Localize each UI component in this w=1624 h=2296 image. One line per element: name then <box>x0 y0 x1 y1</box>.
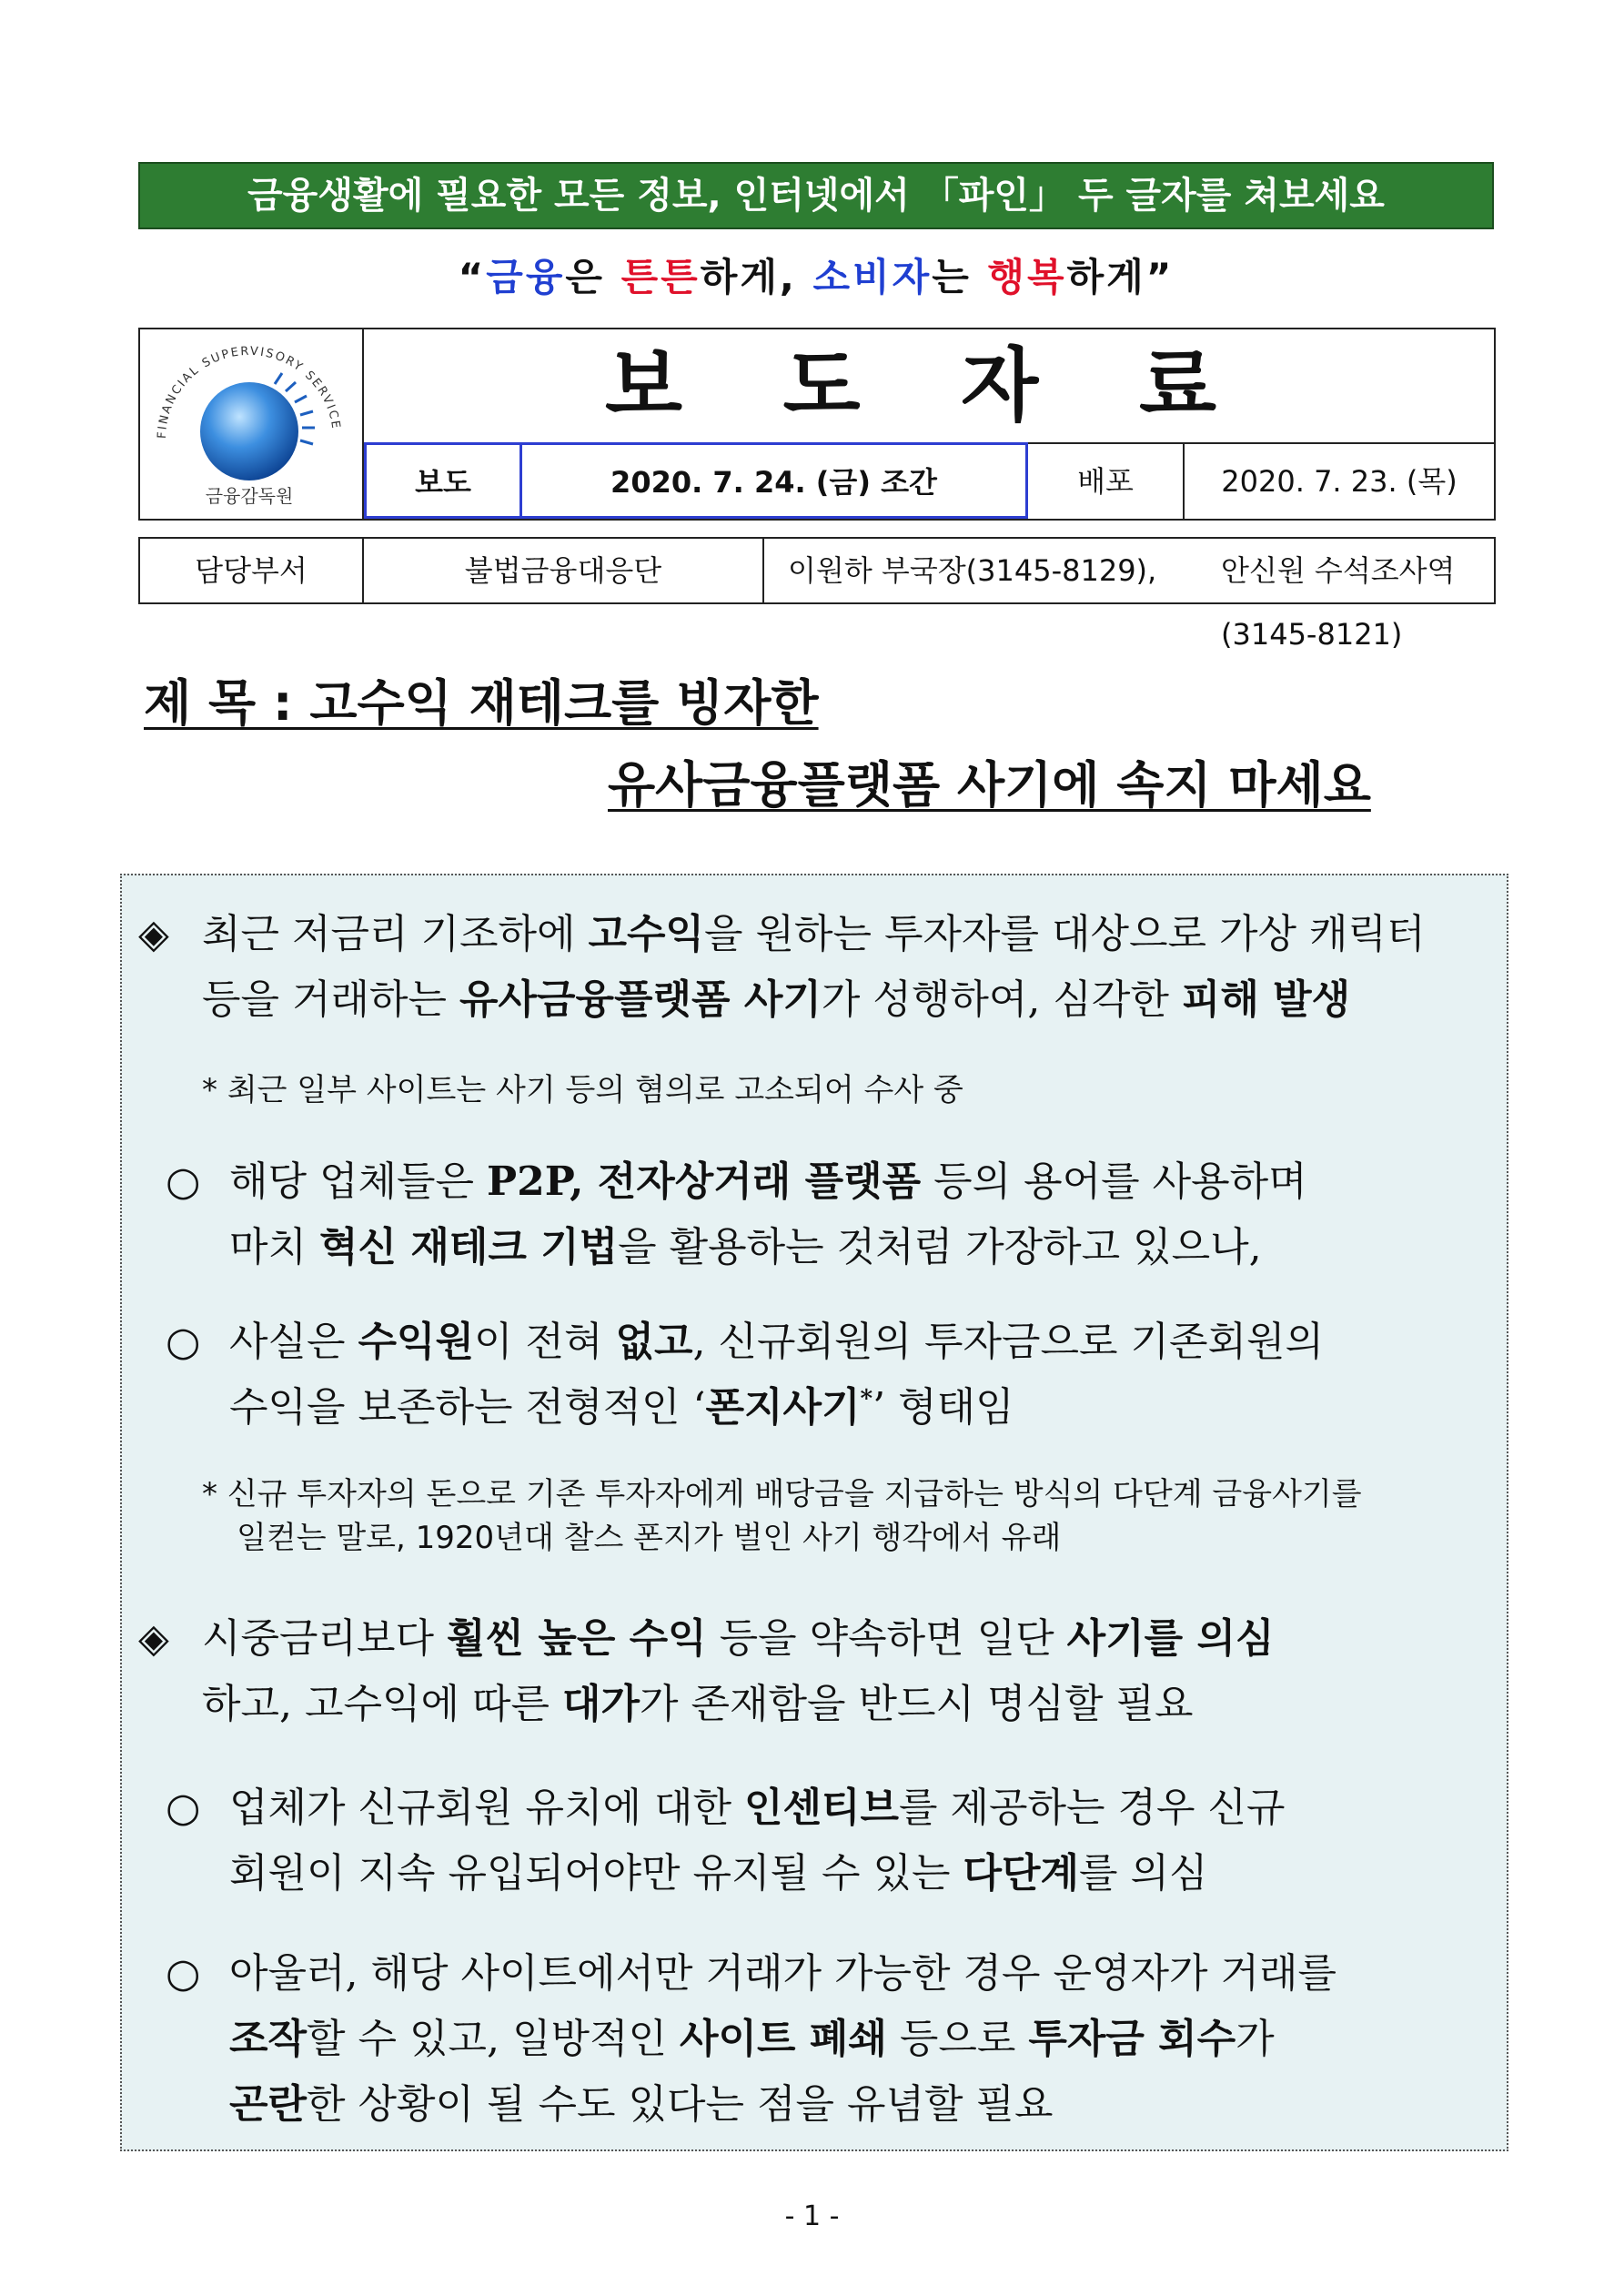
footnote: * 신규 투자자의 돈으로 기존 투자자에게 배당금을 지급하는 방식의 다단계 금융사기를 <box>202 1476 1362 1512</box>
dept-label: 담당부서 <box>140 539 364 602</box>
distribute-label: 배포 <box>1028 442 1185 519</box>
slogan-part: 는 <box>932 255 988 299</box>
subject-line-2: 유사금융플랫폼 사기에 속지 마세요 <box>608 756 1371 814</box>
summary-line: 마치 혁신 재테크 기법을 활용하는 것처럼 가장하고 있으나, <box>229 1224 1262 1270</box>
summary-line: ○ 아울러, 해당 사이트에서만 거래가 가능한 경우 운영자가 거래를 <box>166 1950 1337 1997</box>
slogan-part: 소비자 <box>812 255 933 299</box>
summary-line: 회원이 지속 유입되어야만 유지될 수 있는 다단계를 의심 <box>229 1850 1208 1896</box>
fss-logo <box>140 329 360 515</box>
release-label: 보도 <box>364 442 522 519</box>
footnote-star: * <box>202 1072 217 1108</box>
logo-cell <box>140 329 364 519</box>
slogan <box>138 248 1494 302</box>
summary-line: 곤란한 상황이 될 수도 있다는 점을 유념할 필요 <box>229 2081 1054 2128</box>
circle-bullet-icon: ○ <box>166 1950 201 1997</box>
diamond-bullet-icon: ◈ <box>138 1615 169 1662</box>
slogan-part: 금융 <box>486 255 566 299</box>
logo-name: 금융감독원 <box>205 485 294 507</box>
slogan-part: 하게, <box>700 255 813 299</box>
circle-bullet-icon: ○ <box>166 1158 201 1205</box>
release-date: 2020. 7. 24. (금) 조간 <box>522 442 1028 519</box>
summary-box <box>120 874 1508 2151</box>
footnote: 일컫는 말로, 1920년대 찰스 폰지가 벌인 사기 행각에서 유래 <box>237 1520 1062 1556</box>
slogan-part: 행복 <box>987 255 1067 299</box>
subject-line-1: 제 목 : 고수익 재테크를 빙자한 <box>144 674 819 732</box>
page-number: - 1 - <box>784 2200 840 2232</box>
summary-line: ○ 해당 업체들은 P2P, 전자상거래 플랫폼 등의 용어를 사용하며 <box>166 1158 1307 1205</box>
press-release-title: 보 도 자 료 <box>605 339 1253 432</box>
slogan-part: 튼튼 <box>620 255 701 299</box>
slogan-close-quote: ” <box>1145 255 1175 299</box>
logo-arc-text: FINANCIAL SUPERVISORY SERVICE <box>155 344 343 440</box>
summary-line: ○ 사실은 수익원이 전혀 없고, 신규회원의 투자금으로 기존회원의 <box>166 1319 1325 1365</box>
summary-line: ◈ 시중금리보다 훨씬 높은 수익 등을 약속하면 일단 사기를 의심 <box>138 1615 1275 1662</box>
dept-name: 불법금융대응단 <box>364 539 764 602</box>
contact-person-2: 안신원 수석조사역(3145-8121) <box>1221 553 1456 652</box>
press-release-header <box>138 328 1496 521</box>
contact-row <box>138 537 1496 652</box>
release-info-row <box>364 442 1494 519</box>
summary-line: 등을 거래하는 유사금융플랫폼 사기가 성행하여, 심각한 피해 발생 <box>202 976 1351 1023</box>
distribute-date: 2020. 7. 23. (목) <box>1185 442 1494 519</box>
summary-line: 하고, 고수익에 따른 대가가 존재함을 반드시 명심할 필요 <box>202 1681 1194 1727</box>
contact-person-1: 이원하 부국장(3145-8129), <box>788 553 1157 588</box>
slogan-part: 은 <box>565 255 621 299</box>
summary-line: ◈ 최근 저금리 기조하에 고수익을 원하는 투자자를 대상으로 가상 캐릭터 <box>138 911 1426 957</box>
summary-line: 수익을 보존하는 전형적인 ‘폰지사기*’ 형태임 <box>229 1384 1014 1431</box>
banner-text: 금융생활에 필요한 모든 정보, 인터넷에서 「파인」 두 글자를 쳐보세요 <box>247 175 1385 217</box>
summary-line: 조작할 수 있고, 일방적인 사이트 폐쇄 등으로 투자금 회수가 <box>229 2016 1275 2062</box>
circle-bullet-icon: ○ <box>166 1785 201 1831</box>
footnote-star: * <box>202 1476 217 1512</box>
footnote: * 최근 일부 사이트는 사기 등의 혐의로 고소되어 수사 중 <box>202 1072 963 1108</box>
circle-bullet-icon: ○ <box>166 1319 201 1365</box>
diamond-bullet-icon: ◈ <box>138 911 169 957</box>
slogan-open-quote: “ <box>458 255 487 299</box>
slogan-part: 하게 <box>1066 255 1146 299</box>
top-banner <box>138 162 1494 229</box>
summary-line: ○ 업체가 신규회원 유치에 대한 인센티브를 제공하는 경우 신규 <box>166 1785 1286 1831</box>
